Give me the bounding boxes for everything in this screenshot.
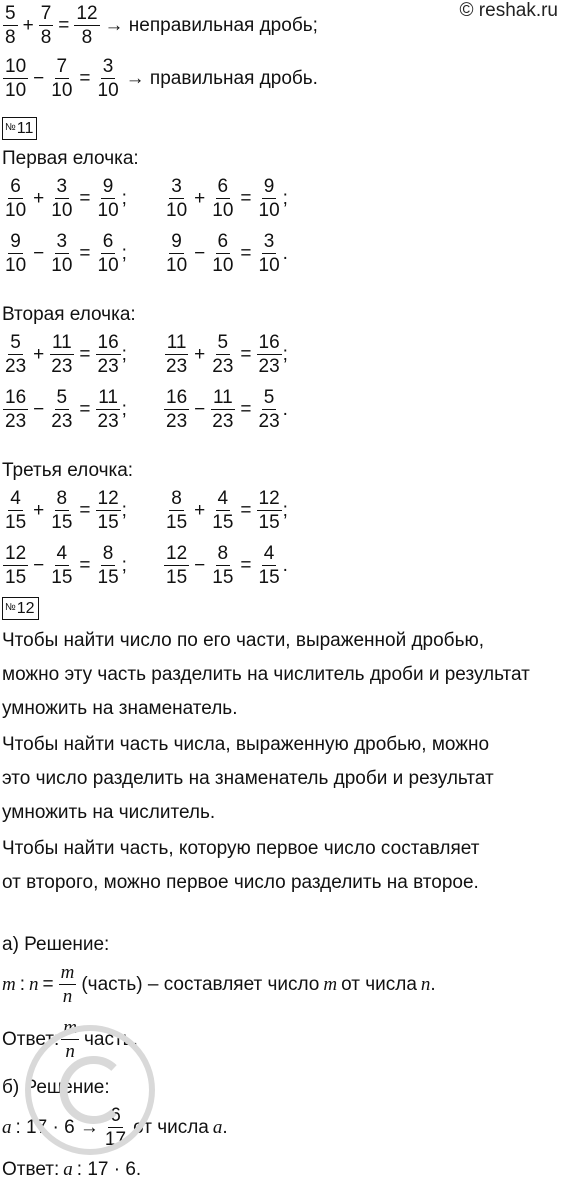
fraction: $\frac{6}{10}$ [97, 231, 119, 276]
fraction: $\frac{8}{15}$ [97, 543, 119, 588]
task-11-badge: №11 [2, 117, 37, 140]
solution-b-label: б) Решение: [2, 1077, 110, 1098]
fraction: $\frac{16}{23}$ [166, 387, 188, 432]
fraction: $\frac{11}{23}$ [166, 332, 188, 377]
fraction: $\frac{3}{10}$ [166, 176, 188, 221]
fraction: $\frac{5}{23}$ [258, 387, 280, 432]
rule-line: можно эту часть разделить на числитель дроби и результат [2, 664, 530, 685]
fraction: $\frac{8}{15}$ [212, 543, 234, 588]
tree-title: Вторая елочка: [2, 304, 136, 325]
fraction: $\frac{7}{10}$ [51, 56, 73, 101]
fraction: $\frac{9}{10}$ [5, 231, 27, 276]
tree-title: Первая елочка: [2, 148, 139, 169]
rule-line: от второго, можно первое число разделить на второе. [2, 872, 479, 893]
fraction: $\frac{8}{15}$ [166, 488, 188, 533]
fraction-equation: $\frac{16}{23}$ − $\frac{5}{23}$ = $\frac{11}{23}$ ; [5, 387, 127, 432]
fraction-equation: $\frac{12}{15}$ − $\frac{4}{15}$ = $\frac{8}{15}$ ; [5, 543, 127, 588]
fraction: $\frac{12}{15}$ [5, 543, 27, 588]
fraction-equation: $\frac{3}{10}$ + $\frac{6}{10}$ = $\frac{9}{10}$ ; [166, 176, 288, 221]
intro-equation-1: $\frac{5}{8}$ + $\frac{7}{8}$ = $\frac{12}{8}$ → неправильная дробь; [5, 3, 318, 48]
answer-b: Ответ: a : 17 · 6. [2, 1159, 142, 1180]
fraction: $\frac{6}{17}$ [104, 1105, 127, 1150]
fraction: $\frac{8}{15}$ [51, 488, 73, 533]
fraction: $\frac{4}{15}$ [51, 543, 73, 588]
fraction: $\frac{3}{10}$ [51, 231, 73, 276]
rule-line: Чтобы найти число по его части, выраженной дробью, [2, 630, 484, 651]
fraction: $\frac{4}{15}$ [258, 543, 280, 588]
fraction-equation: $\frac{9}{10}$ − $\frac{6}{10}$ = $\frac{3}{10}$ . [166, 231, 288, 276]
fraction-equation: $\frac{5}{23}$ + $\frac{11}{23}$ = $\frac{16}{23}$ ; [5, 332, 127, 377]
rule-line: Чтобы найти часть числа, выраженную дробью, можно [2, 734, 490, 755]
fraction: $\frac{m}{n}$ [63, 1017, 78, 1062]
fraction: $\frac{4}{15}$ [212, 488, 234, 533]
solution-b-line: a : 17 · 6 → $\frac{6}{17}$ от числа a . [2, 1105, 228, 1150]
fraction: $\frac{5}{23}$ [5, 332, 27, 377]
fraction: $\frac{3}{10}$ [97, 56, 119, 101]
fraction: $\frac{12}{15}$ [166, 543, 188, 588]
fraction: $\frac{6}{10}$ [212, 176, 234, 221]
fraction-equation: $\frac{9}{10}$ − $\frac{3}{10}$ = $\frac{6}{10}$ ; [5, 231, 127, 276]
fraction: $\frac{7}{8}$ [40, 3, 52, 48]
fraction: $\frac{6}{10}$ [212, 231, 234, 276]
fraction: $\frac{16}{23}$ [5, 387, 27, 432]
fraction-equation: $\frac{8}{15}$ + $\frac{4}{15}$ = $\frac{12}{15}$ ; [166, 488, 288, 533]
fraction: $\frac{12}{15}$ [97, 488, 119, 533]
rule-line: умножить на числитель. [2, 802, 216, 823]
fraction-equation: $\frac{12}{15}$ − $\frac{8}{15}$ = $\frac{4}{15}$ . [166, 543, 288, 588]
site-watermark-text: © reshak.ru [459, 0, 558, 21]
intro-equation-2: $\frac{10}{10}$ − $\frac{7}{10}$ = $\frac{3}{10}$ → правильная дробь. [5, 56, 318, 101]
rule-line: умножить на знаменатель. [2, 698, 238, 719]
fraction: $\frac{3}{10}$ [51, 176, 73, 221]
tree-title: Третья елочка: [2, 460, 134, 481]
fraction-equation: $\frac{11}{23}$ + $\frac{5}{23}$ = $\frac{16}{23}$ ; [166, 332, 288, 377]
fraction: $\frac{4}{15}$ [5, 488, 27, 533]
fraction: $\frac{9}{10}$ [258, 176, 280, 221]
fraction: $\frac{16}{23}$ [97, 332, 119, 377]
fraction: $\frac{5}{23}$ [212, 332, 234, 377]
fraction: $\frac{11}{23}$ [97, 387, 119, 432]
solution-a-label: а) Решение: [2, 934, 110, 955]
fraction-equation: $\frac{16}{23}$ − $\frac{11}{23}$ = $\frac{5}{23}$ . [166, 387, 288, 432]
fraction-equation: $\frac{6}{10}$ + $\frac{3}{10}$ = $\frac{9}{10}$ ; [5, 176, 127, 221]
fraction-equation: $\frac{4}{15}$ + $\frac{8}{15}$ = $\frac{12}{15}$ ; [5, 488, 127, 533]
fraction: $\frac{3}{10}$ [258, 231, 280, 276]
fraction: $\frac{11}{23}$ [212, 387, 234, 432]
solution-a-line: m : n = $\frac{m}{n}$ (часть) – составляет число m от числа n . [2, 962, 436, 1007]
fraction: $\frac{m}{n}$ [60, 962, 75, 1007]
fraction: $\frac{6}{10}$ [5, 176, 27, 221]
fraction: $\frac{11}{23}$ [51, 332, 73, 377]
fraction: $\frac{9}{10}$ [97, 176, 119, 221]
fraction: $\frac{16}{23}$ [258, 332, 280, 377]
fraction: $\frac{12}{15}$ [258, 488, 280, 533]
fraction: $\frac{12}{8}$ [76, 3, 98, 48]
answer-a: Ответ: $\frac{m}{n}$ часть. [2, 1017, 138, 1062]
rule-line: это число разделить на знаменатель дроби и результат [2, 768, 494, 789]
fraction: $\frac{5}{23}$ [51, 387, 73, 432]
task-12-badge: №12 [2, 597, 39, 620]
fraction: $\frac{10}{10}$ [5, 56, 27, 101]
fraction: $\frac{9}{10}$ [166, 231, 188, 276]
rule-line: Чтобы найти часть, которую первое число составляет [2, 838, 480, 859]
fraction: $\frac{5}{8}$ [5, 3, 16, 48]
